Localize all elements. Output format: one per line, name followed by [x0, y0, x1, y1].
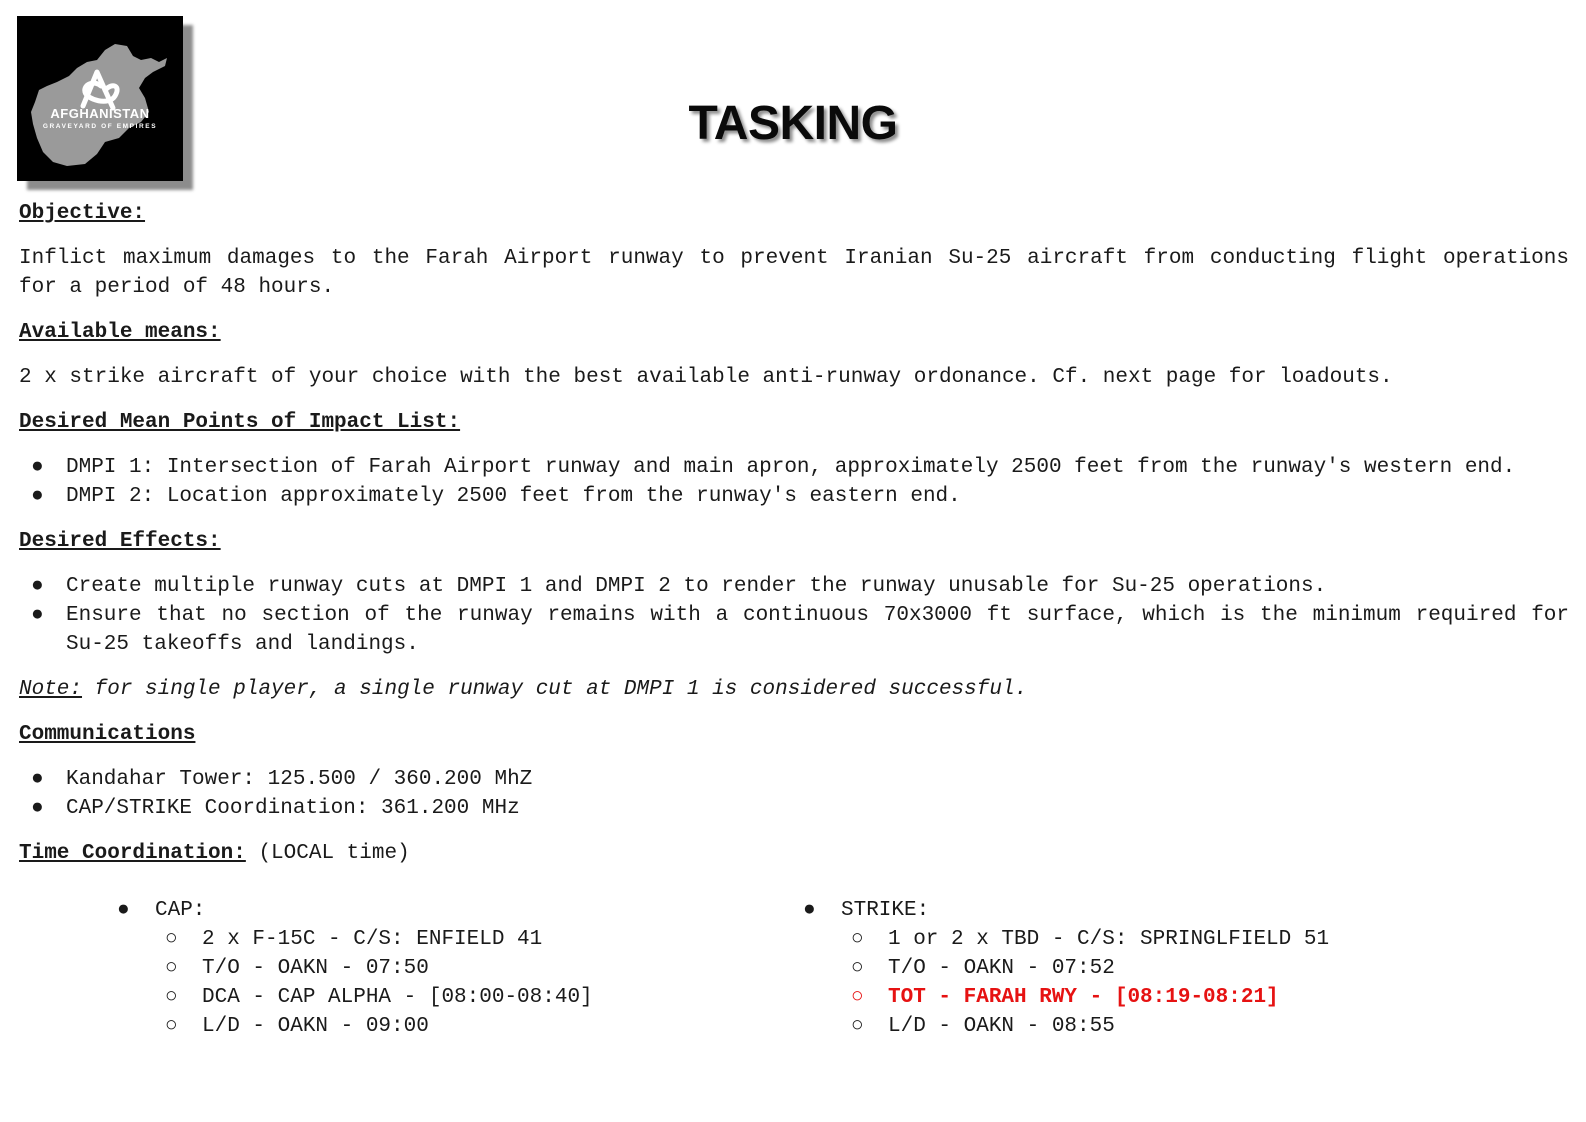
communications-item [19, 794, 1569, 823]
bullet-icon: ● [117, 899, 130, 922]
strike-item-text: L/D - OAKN - 08:55 [888, 1015, 1115, 1038]
cap-item [117, 983, 817, 1012]
circle-bullet-icon: ○ [165, 928, 178, 951]
circle-bullet-icon: ○ [165, 957, 178, 980]
communications-item-text: Kandahar Tower: 125.500 / 360.200 MhZ [66, 768, 533, 791]
dmpi-item-text: DMPI 2: Location approximately 2500 feet from the runway's eastern end. [66, 485, 961, 508]
dmpi-heading: Desired Mean Points of Impact List: [19, 411, 461, 434]
cap-column [117, 896, 817, 1041]
means-text: 2 x strike aircraft of your choice with the best available anti-runway ordonance. Cf. next page for loadouts. [19, 366, 1393, 389]
strike-item-text: TOT - FARAH RWY - [08:19-08:21] [888, 986, 1279, 1009]
effects-item [19, 601, 1569, 659]
bullet-icon: ● [31, 575, 44, 598]
circle-bullet-icon: ○ [851, 1015, 864, 1038]
logo-name: AFGHANISTAN [50, 106, 150, 121]
dmpi-item [19, 482, 1569, 511]
effects-item-text: Ensure that no section of the runway remains with a continuous 70x3000 ft surface, which is the minimum required for Su-25 takeoffs and landings. [66, 604, 1569, 656]
note [19, 675, 1569, 704]
strike-item [803, 925, 1503, 954]
strike-item-tot-highlight [803, 983, 1503, 1012]
cap-title [117, 896, 817, 925]
strike-column [803, 896, 1503, 1041]
strike-item-text: T/O - OAKN - 07:52 [888, 957, 1115, 980]
communications-heading: Communications [19, 723, 196, 746]
circle-bullet-icon: ○ [851, 957, 864, 980]
bullet-icon: ● [31, 768, 44, 791]
cap-item-text: DCA - CAP ALPHA - [08:00-08:40] [202, 986, 593, 1009]
time-coordination [19, 839, 1569, 868]
strike-title [803, 896, 1503, 925]
time-suffix: (LOCAL time) [245, 842, 410, 865]
page-title: TASKING [688, 97, 898, 150]
cap-item [117, 1012, 817, 1041]
effects-item [19, 572, 1569, 601]
strike-title-text: STRIKE: [841, 899, 930, 922]
strike-item [803, 1012, 1503, 1041]
objective-heading: Objective: [19, 202, 146, 225]
effects-item-text: Create multiple runway cuts at DMPI 1 and DMPI 2 to render the runway unusable for Su-25 operations. [66, 575, 1327, 598]
bullet-icon: ● [31, 456, 44, 479]
dmpi-item-text: DMPI 1: Intersection of Farah Airport runway and main apron, approximately 2500 feet from the runway's western end. [66, 456, 1516, 479]
objective-text: Inflict maximum damages to the Farah Airport runway to prevent Iranian Su-25 aircraft from conducting flight operations for a period of 48 hours. [19, 247, 1569, 299]
cap-item-text: L/D - OAKN - 09:00 [202, 1015, 429, 1038]
effects-heading: Desired Effects: [19, 530, 221, 553]
means-heading: Available means: [19, 321, 221, 344]
cap-item-text: T/O - OAKN - 07:50 [202, 957, 429, 980]
circle-bullet-icon: ○ [851, 986, 864, 1009]
circle-bullet-icon: ○ [165, 986, 178, 1009]
communications-item [19, 765, 1569, 794]
cap-item [117, 925, 817, 954]
note-label: Note: [19, 678, 83, 701]
effects-list [19, 572, 1569, 659]
bullet-icon: ● [31, 604, 44, 627]
dmpi-item [19, 453, 1569, 482]
note-text: for single player, a single runway cut at DMPI 1 is considered successful. [82, 678, 1028, 701]
time-columns [19, 896, 1569, 1056]
strike-list [803, 925, 1503, 1041]
communications-list [19, 765, 1569, 823]
cap-item-text: 2 x F-15C - C/S: ENFIELD 41 [202, 928, 543, 951]
circle-bullet-icon: ○ [851, 928, 864, 951]
strike-item [803, 954, 1503, 983]
cap-item [117, 954, 817, 983]
bullet-icon: ● [31, 485, 44, 508]
dmpi-list [19, 453, 1569, 511]
circle-bullet-icon: ○ [165, 1015, 178, 1038]
communications-item-text: CAP/STRIKE Coordination: 361.200 MHz [66, 797, 520, 820]
bullet-icon: ● [803, 899, 816, 922]
tasking-content [19, 199, 1569, 1056]
cap-title-text: CAP: [155, 899, 206, 922]
logo-tagline: GRAVEYARD OF EMPIRES [42, 123, 158, 130]
bullet-icon: ● [31, 797, 44, 820]
strike-item-text: 1 or 2 x TBD - C/S: SPRINGLFIELD 51 [888, 928, 1330, 951]
cap-list [117, 925, 817, 1041]
time-heading: Time Coordination: [19, 842, 246, 865]
